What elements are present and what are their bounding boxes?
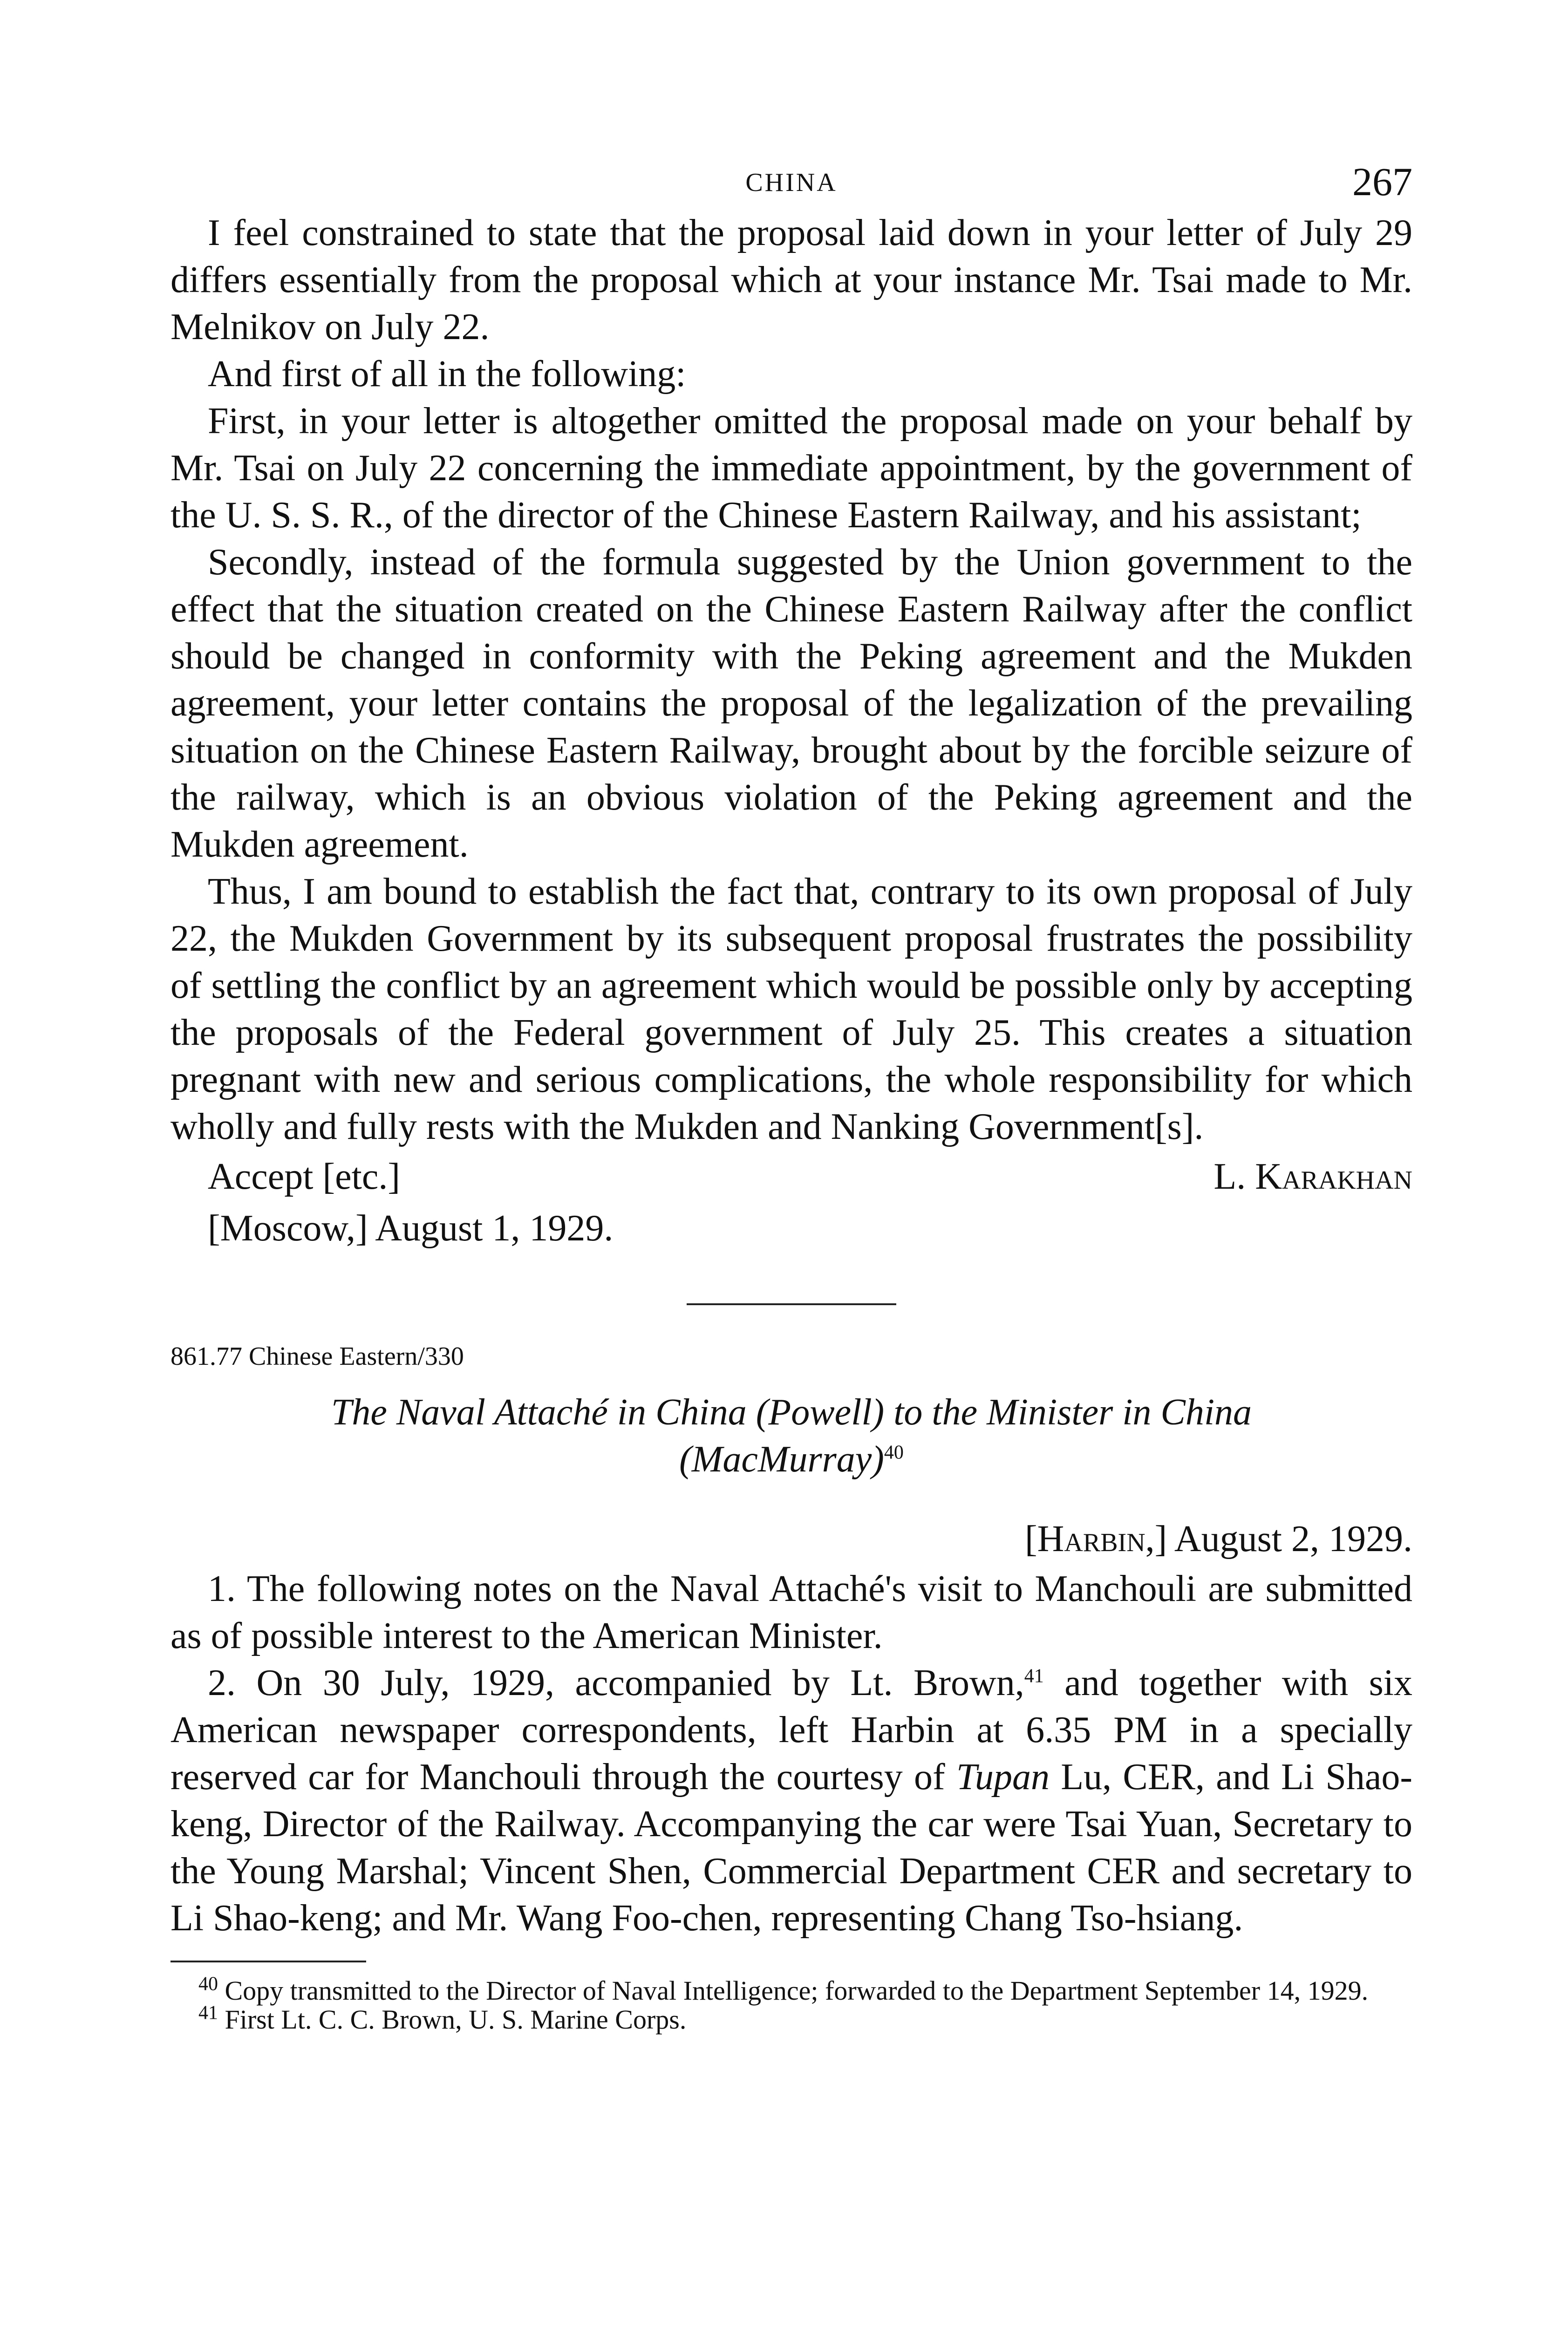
document-page	[170, 158, 1412, 2034]
date: August 2, 1929.	[1167, 1519, 1412, 1559]
letter-paragraph: Thus, I am bound to establish the fact that, contrary to its own proposal of July 22, the Mukden Government by its subsequent proposal frustrates the possibility of settling the conflict by an agreement which would be possible only by accepting the proposals of the Federal government of July 25. This creates a situation pregnant with new and serious complications, the whole responsibility for which wholly and fully rests with the Mukden and Nanking Government[s].	[170, 871, 1412, 1147]
footnote-mark: 41	[198, 2002, 218, 2024]
file-reference: 861.77 Chinese Eastern/330	[170, 1342, 464, 1371]
letter-paragraph: Secondly, instead of the formula suggested by the Union government to the effect that the situation created on the Chinese Eastern Railway after the conflict should be changed in conformity with the Peking agreement and the Mukden agreement, your letter contains the proposal of the legalization of the prevailing situation on the Chinese Eastern Railway, brought about by the forcible seizure of the railway, which is an obvious violation of the Peking agreement and the Mukden agreement.	[170, 542, 1412, 865]
signature: L. Karakhan	[1213, 1156, 1412, 1197]
footnote-mark: 40	[198, 1973, 218, 1995]
footnote	[170, 1973, 1412, 2006]
page-number: 267	[1352, 159, 1412, 204]
place: [Harbin,]	[1024, 1519, 1167, 1559]
letter-paragraph: I feel constrained to state that the proposal laid down in your letter of July 29 differs essentially from the proposal which at your instance Mr. Tsai made to Mr. Melnikov on July 22.	[170, 212, 1412, 347]
running-head: CHINA	[745, 168, 838, 197]
document-title	[170, 1389, 1412, 1483]
footnotes	[170, 1973, 1412, 2035]
title-line-2: (MacMurray)$^{40}$	[679, 1439, 904, 1480]
letter-paragraph: And first of all in the following:	[208, 354, 686, 395]
footnote-text: First Lt. C. C. Brown, U. S. Marine Corps.	[225, 2004, 687, 2035]
letter-dateline: [Moscow,] August 1, 1929.	[208, 1208, 614, 1249]
letter-paragraph: First, in your letter is altogether omitted the proposal made on your behalf by Mr. Tsai on July 22 concerning the immediate appointment, by the government of the U. S. S. R., of the director of the Chinese Eastern Railway, and his assistant;	[170, 401, 1412, 536]
footnote	[170, 2002, 1412, 2035]
closing-line	[170, 1153, 1412, 1200]
body-paragraph: 2. On 30 July, 1929, accompanied by Lt. Brown,$^{41}$ and together with six American newspaper correspondents, left Harbin at 6.35 PM in a specially reserved car for Manchouli through the courtesy of Tupan Lu, CER, and Li Shao-keng, Director of the Railway. Accompanying the car were Tsai Yuan, Secretary to the Young Marshal; Vincent Shen, Commercial Department CER and secretary to Li Shao-keng; and Mr. Wang Foo-chen, representing Chang Tso-hsiang.	[170, 1662, 1413, 1939]
footnote-ref: 40	[884, 1442, 904, 1464]
footnote-rule	[170, 1961, 366, 1962]
footnote-ref: 41	[1024, 1665, 1044, 1687]
italic-term: Tupan	[956, 1757, 1050, 1798]
footnote-text: Copy transmitted to the Director of Naval Intelligence; forwarded to the Department September 14, 1929.	[225, 1975, 1369, 2006]
document-section	[170, 1338, 1412, 1942]
body-paragraph: 1. The following notes on the Naval Attaché's visit to Manchouli are submitted as of possible interest to the American Minister.	[170, 1568, 1412, 1656]
section-divider	[687, 1303, 896, 1305]
letter-body	[170, 210, 1412, 1252]
place-date	[170, 1516, 1412, 1563]
page-header	[170, 158, 1412, 210]
closing: Accept [etc.]	[208, 1156, 401, 1197]
title-line-1: The Naval Attaché in China (Powell) to the Minister in China	[331, 1392, 1252, 1433]
